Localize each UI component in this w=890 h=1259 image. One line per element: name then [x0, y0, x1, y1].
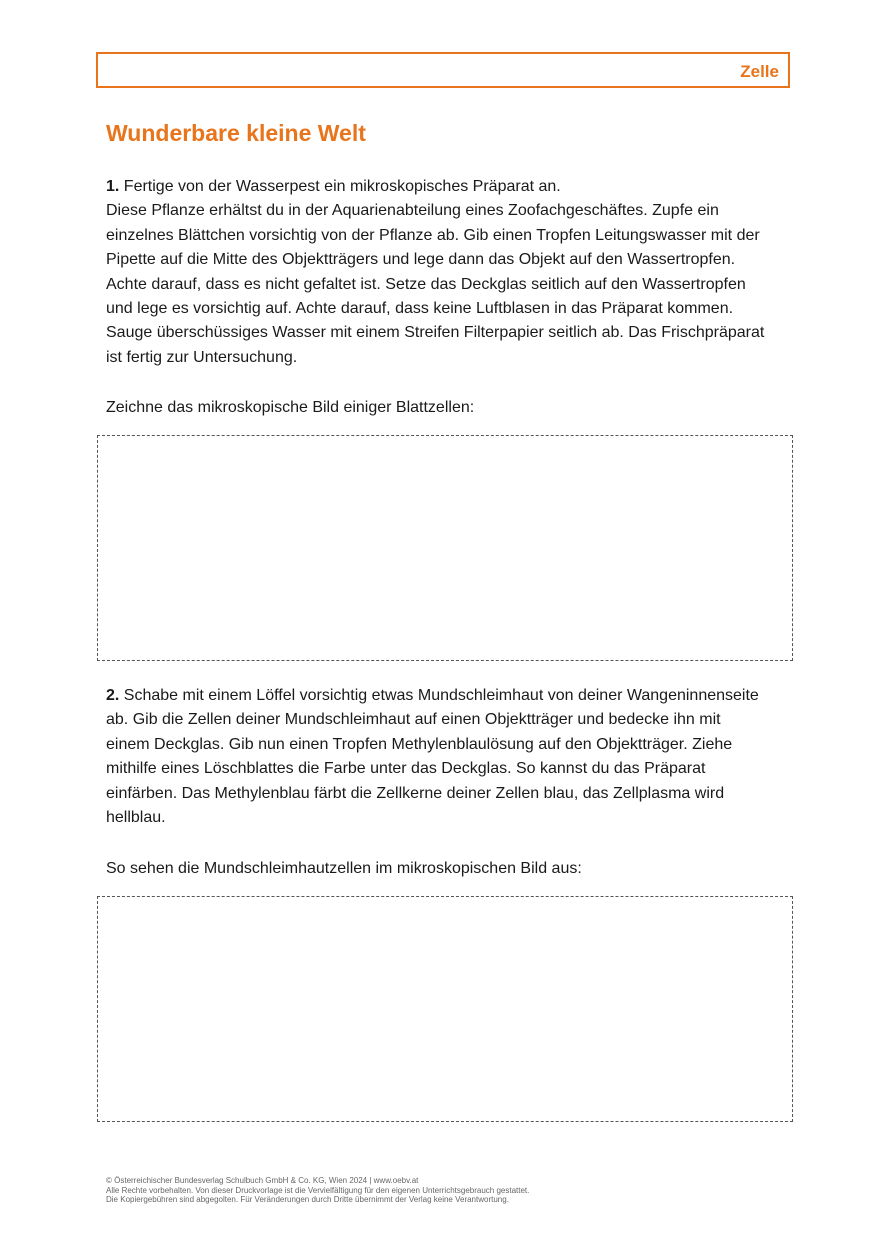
task-1-line: Diese Pflanze erhältst du in der Aquarienabteilung eines Zoofachgeschäftes. Zupfe ein	[106, 202, 719, 220]
task-2-line: hellblau.	[106, 809, 166, 827]
task-1-instructions	[106, 175, 796, 370]
drawing-area-mucosa-cells[interactable]	[97, 896, 793, 1122]
task-2-prompt: So sehen die Mundschleimhautzellen im mikroskopischen Bild aus:	[106, 860, 582, 877]
page-title: Wunderbare kleine Welt	[106, 120, 366, 146]
drawing-area-leaf-cells[interactable]	[97, 435, 793, 661]
copyright-footer	[106, 1176, 529, 1205]
footer-line: © Österreichischer Bundesverlag Schulbuch GmbH & Co. KG, Wien 2024 | www.oebv.at	[106, 1176, 419, 1185]
task-1-line: ist fertig zur Untersuchung.	[106, 348, 298, 366]
topic-label: Zelle	[740, 62, 779, 81]
task-2-line: einfärben. Das Methylenblau färbt die Zellkerne deiner Zellen blau, das Zellplasma wird	[106, 784, 725, 802]
task-1-line: Achte darauf, dass es nicht gefaltet ist. Setze das Deckglas seitlich auf den Wassertropfen	[106, 275, 746, 293]
footer-line: Alle Rechte vorbehalten. Von dieser Druckvorlage ist die Vervielfältigung für den eigenen Unterrichtsgebrauch gestattet.	[106, 1185, 530, 1195]
task-1-line: 1. Fertige von der Wasserpest ein mikroskopisches Präparat an.	[106, 178, 561, 195]
task-2-line: einem Deckglas. Gib nun einen Tropfen Methylenblaulösung auf den Objektträger. Ziehe	[106, 735, 733, 753]
task-1-number: 1.	[106, 178, 120, 195]
footer-line: Die Kopiergebühren sind abgegolten. Für Veränderungen durch Dritte übernimmt der Verlag keine Verantwortung.	[106, 1195, 509, 1205]
task-1-prompt: Zeichne das mikroskopische Bild einiger Blattzellen:	[106, 399, 475, 416]
task-2-line: ab. Gib die Zellen deiner Mundschleimhaut auf einen Objektträger und bedecke ihn mit	[106, 711, 721, 729]
task-1-line: einzelnes Blättchen vorsichtig von der Pflanze ab. Gib einen Tropfen Leitungswasser mit der	[106, 226, 760, 244]
header-box	[96, 52, 790, 88]
task-1-line: Sauge überschüssiges Wasser mit einem Streifen Filterpapier seitlich ab. Das Frischpräparat	[106, 324, 765, 342]
task-2-number: 2.	[106, 687, 120, 704]
task-1-line: Pipette auf die Mitte des Objektträgers und lege dann das Objekt auf den Wassertropfen.	[106, 251, 736, 269]
task-1-line: und lege es vorsichtig auf. Achte darauf, dass keine Luftblasen in das Präparat kommen.	[106, 300, 734, 318]
task-2-line: mithilfe eines Löschblattes die Farbe unter das Deckglas. So kannst du das Präparat	[106, 760, 706, 778]
task-2-instructions	[106, 684, 796, 830]
task-2-line: 2. Schabe mit einem Löffel vorsichtig etwas Mundschleimhaut von deiner Wangeninnenseite	[106, 687, 759, 704]
